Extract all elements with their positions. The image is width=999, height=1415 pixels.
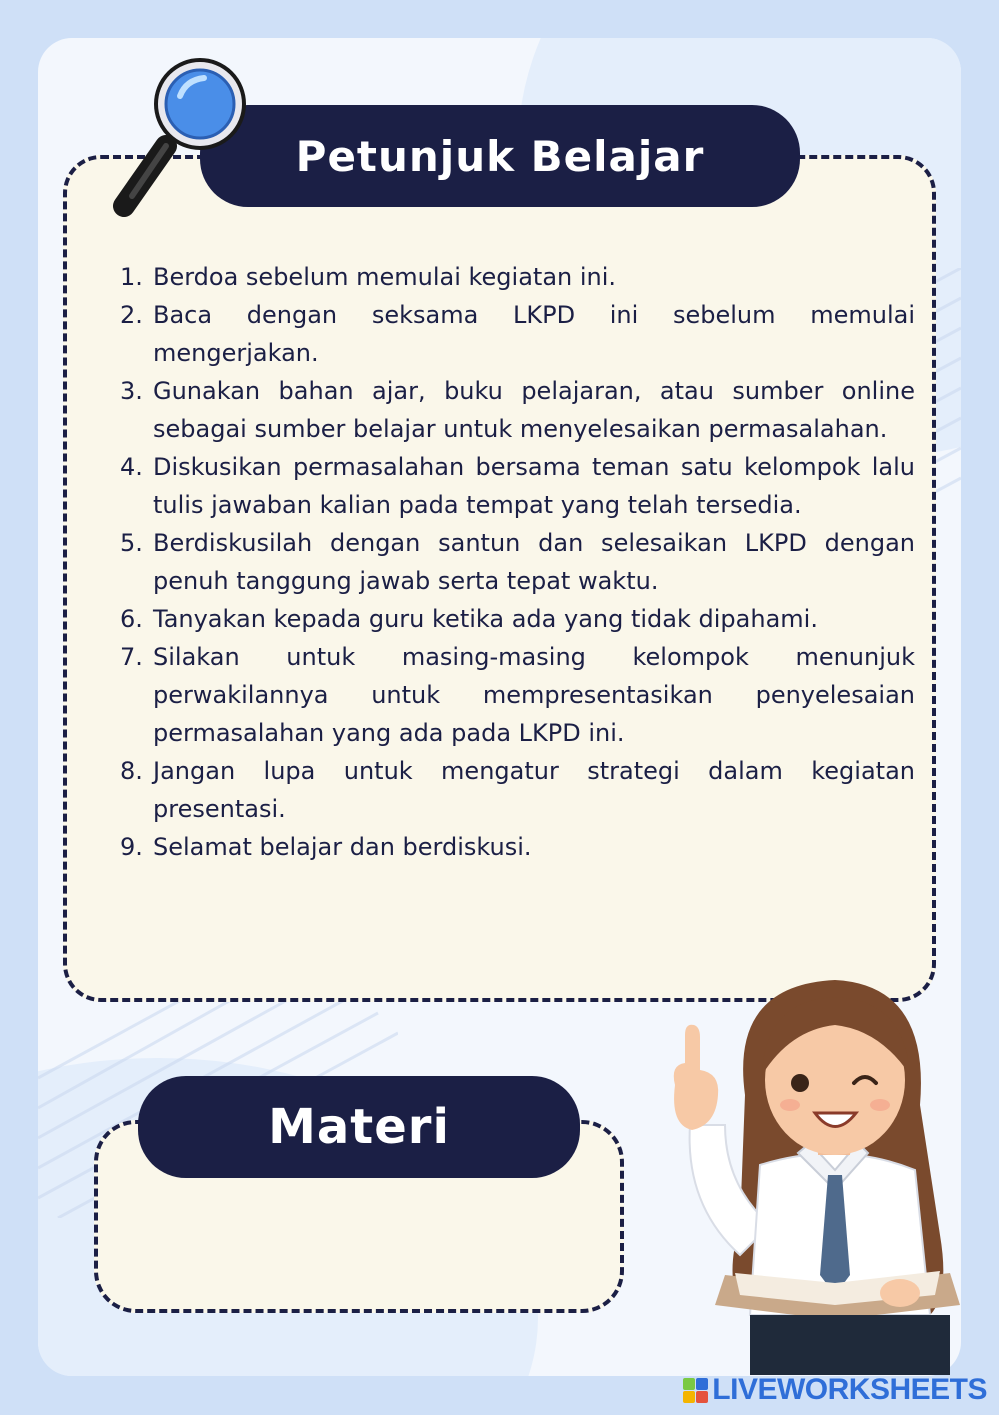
teacher-illustration — [630, 975, 970, 1375]
step-text: Berdiskusilah dengan santun dan selesaikan LKPD dengan penuh tanggung jawab serta tepat waktu. — [153, 529, 915, 595]
step-number: 5. — [120, 529, 143, 557]
list-item — [120, 448, 915, 524]
step-text: Diskusikan permasalahan bersama teman satu kelompok lalu tulis jawaban kalian pada tempat yang telah tersedia. — [153, 453, 915, 519]
step-number: 8. — [120, 757, 143, 785]
magnifying-glass-icon — [104, 56, 254, 221]
step-text: Selamat belajar dan berdiskusi. — [153, 833, 532, 861]
materi-title-pill — [138, 1076, 580, 1178]
list-item — [120, 524, 915, 600]
list-item — [120, 258, 915, 296]
step-number: 3. — [120, 377, 143, 405]
watermark-text: LIVEWORKSHEETS — [712, 1373, 987, 1406]
step-number: 2. — [120, 301, 143, 329]
list-item — [120, 296, 915, 372]
step-text: Baca dengan seksama LKPD ini sebelum memulai mengerjakan. — [153, 301, 915, 367]
list-item — [120, 372, 915, 448]
instructions-title-pill — [200, 105, 800, 207]
step-text: Berdoa sebelum memulai kegiatan ini. — [153, 263, 617, 291]
instructions-title: Petunjuk Belajar — [295, 131, 705, 181]
step-text: Silakan untuk masing-masing kelompok menunjuk perwakilannya untuk mempresentasikan penyelesaian permasalahan yang ada pada LKPD ini. — [153, 643, 915, 747]
list-item — [120, 638, 915, 752]
step-text: Jangan lupa untuk mengatur strategi dalam kegiatan presentasi. — [153, 757, 915, 823]
list-item — [120, 600, 915, 638]
step-number: 9. — [120, 833, 143, 861]
step-number: 4. — [120, 453, 143, 481]
liveworksheets-logo-icon — [683, 1378, 708, 1403]
step-number: 7. — [120, 643, 143, 671]
step-text: Tanyakan kepada guru ketika ada yang tidak dipahami. — [153, 605, 818, 633]
step-number: 1. — [120, 263, 143, 291]
step-text: Gunakan bahan ajar, buku pelajaran, atau sumber online sebagai sumber belajar untuk menyelesaikan permasalahan. — [153, 377, 915, 443]
list-item — [120, 828, 915, 866]
step-number: 6. — [120, 605, 143, 633]
materi-title: Materi — [268, 1099, 450, 1155]
liveworksheets-watermark — [683, 1373, 987, 1407]
instructions-list — [120, 258, 915, 866]
list-item — [120, 752, 915, 828]
